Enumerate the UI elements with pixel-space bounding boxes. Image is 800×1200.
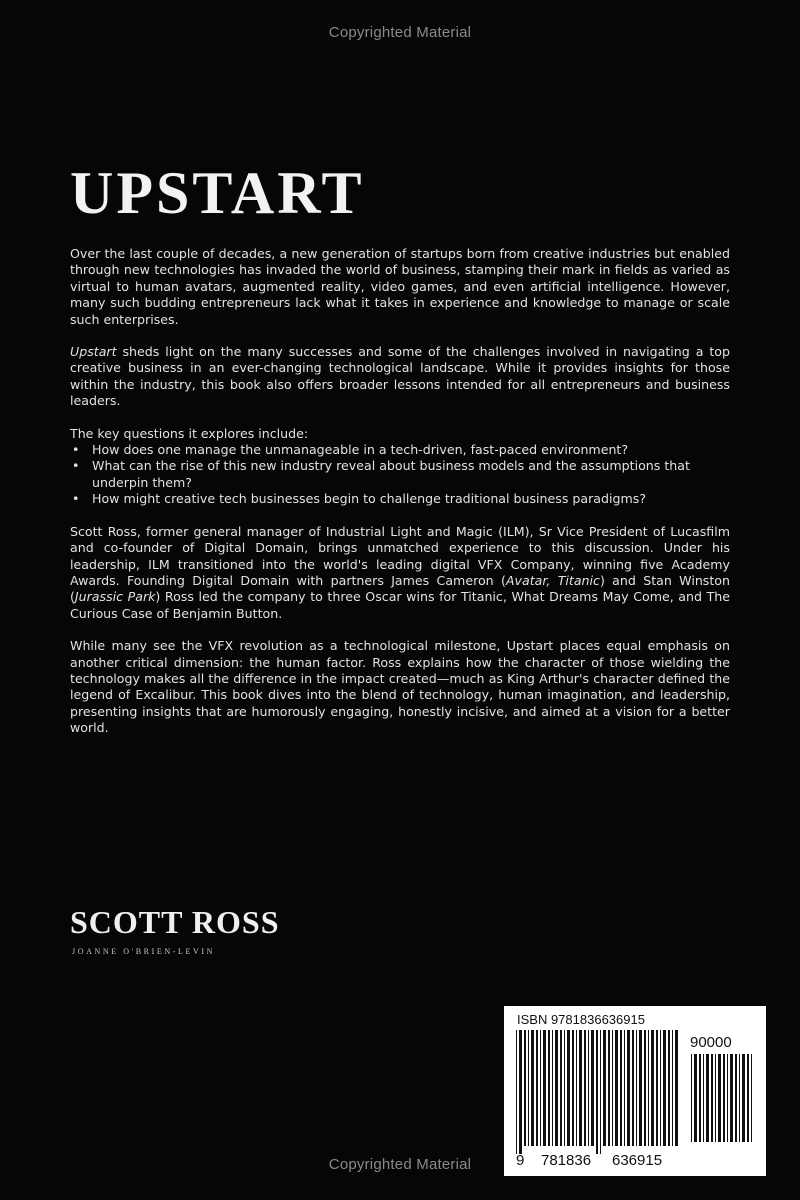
author-name: SCOTT ROSS xyxy=(70,904,280,940)
p4-text-a: Scott Ross, former general manager of Industrial Light and Magic (ILM), Sr Vice President of Lucasfilm and co-founder of Digital Domain, brings unmatched experience to this discussion. Under his leadership, ILM transitioned into the world's leading digital VFX Company, winning five Academy Awards. Founding Digital Domain with partners James Cameron ( xyxy=(70,523,730,588)
questions-intro: The key questions it explores include: xyxy=(70,425,309,441)
barcode-bar xyxy=(615,1030,618,1146)
barcode-bar xyxy=(735,1054,737,1142)
list-item xyxy=(70,458,730,491)
barcode-bar xyxy=(536,1030,538,1146)
barcode-bar xyxy=(730,1054,733,1142)
barcode-bar xyxy=(572,1030,574,1146)
watermark-top: Copyrighted Material xyxy=(328,24,472,41)
barcode-bar xyxy=(699,1054,701,1142)
barcode-bar xyxy=(675,1030,678,1146)
bullet-icon: • xyxy=(72,491,80,507)
bullet-icon: • xyxy=(72,458,80,474)
list-item xyxy=(70,491,730,507)
barcode-bar xyxy=(620,1030,622,1146)
p4-italic-films: Avatar, Titanic xyxy=(505,572,600,588)
barcode-bar xyxy=(596,1030,598,1154)
barcode-bar xyxy=(591,1030,594,1146)
blurb-paragraph-5: While many see the VFX revolution as a technological milestone, Upstart places equal emphasis on another critical dimension: the human factor. Ross explains how the character of those wielding the technology makes all the difference in the impact created—much as King Arthur's character defined the legend of Excalibur. This book dives into the blend of technology, human imagination, and leadership, presenting insights that are humorously engaging, honestly incisive, and aimed at a vision for a better world. xyxy=(70,638,730,736)
book-title: UPSTART xyxy=(70,160,365,226)
barcode-bar xyxy=(711,1054,713,1142)
coauthor-name: JOANNE O'BRIEN-LEVIN xyxy=(72,947,215,956)
barcode-bar xyxy=(588,1030,589,1146)
p4-italic-jurassic: Jurassic Park xyxy=(74,589,156,605)
isbn-barcode-box xyxy=(504,1006,766,1176)
questions-list xyxy=(70,442,730,508)
blurb-paragraph-4 xyxy=(70,524,730,622)
barcode-bar xyxy=(751,1054,752,1142)
barcode-bar xyxy=(603,1030,606,1146)
barcode-bar xyxy=(531,1030,534,1146)
barcode-bar xyxy=(727,1054,728,1142)
barcode-bar xyxy=(576,1030,577,1146)
barcode-bar xyxy=(524,1030,526,1146)
barcode-bar xyxy=(648,1030,649,1146)
barcode-digit-lead: 9 xyxy=(516,1152,525,1169)
barcode-bar xyxy=(600,1030,601,1154)
isbn-label: ISBN 9781836636915 xyxy=(517,1012,645,1027)
barcode-bar xyxy=(555,1030,558,1146)
question-text: How might creative tech businesses begin to challenge traditional business paradigms? xyxy=(92,491,647,507)
barcode-bar xyxy=(703,1054,704,1142)
barcode-bar xyxy=(663,1030,666,1146)
barcode-bar xyxy=(747,1054,749,1142)
addon-barcode xyxy=(690,1054,754,1150)
barcode-bar xyxy=(564,1030,565,1146)
barcode-bar xyxy=(718,1054,721,1142)
barcode-bar xyxy=(519,1030,522,1154)
barcode-bar xyxy=(715,1054,716,1142)
barcode-digits-left: 781836 xyxy=(541,1152,592,1169)
barcode-bar xyxy=(567,1030,570,1146)
barcode-bar xyxy=(672,1030,673,1146)
barcode-bar xyxy=(540,1030,541,1146)
blurb-paragraph-1: Over the last couple of decades, a new generation of startups born from creative industries but enabled through new technologies has invaded the world of business, stamping their mark in fields as varied as virtual to human avatars, augmented reality, video games, and even artificial intelligence. However, many such budding entrepreneurs lack what it takes in experience and knowledge to manage or scale such enterprises. xyxy=(70,246,730,327)
barcode-bar xyxy=(636,1030,637,1146)
barcode-bar xyxy=(723,1054,725,1142)
barcode-bar xyxy=(624,1030,625,1146)
barcode-bar xyxy=(560,1030,562,1146)
barcode-bar xyxy=(694,1054,697,1142)
barcode-bar xyxy=(528,1030,529,1146)
question-text: How does one manage the unmanageable in a tech-driven, fast-paced environment? xyxy=(92,442,629,458)
barcode-bar xyxy=(656,1030,658,1146)
barcode-bar xyxy=(644,1030,646,1146)
barcode-bar xyxy=(691,1054,692,1142)
barcode-bar xyxy=(608,1030,610,1146)
barcode-bar xyxy=(668,1030,670,1146)
barcode-bar xyxy=(706,1054,709,1142)
barcode-bar xyxy=(548,1030,550,1146)
barcode-bar xyxy=(651,1030,654,1146)
price-code: 90000 xyxy=(690,1034,732,1051)
barcode-bar xyxy=(739,1054,740,1142)
barcode-bar xyxy=(612,1030,613,1146)
p4-text-e: ) Ross led the company to three Oscar wins for Titanic, What Dreams May Come, and The Curious Case of Benjamin Button. xyxy=(70,589,730,621)
question-text: What can the rise of this new industry reveal about business models and the assumptions that underpin them? xyxy=(92,458,690,490)
blurb-paragraph-2-text: sheds light on the many successes and some of the challenges involved in navigating a top creative business in an ever-changing technological landscape. While it provides insights for those within the industry, this book also offers broader lessons intended for all entrepreneurs and business leaders. xyxy=(70,344,730,409)
ean-barcode xyxy=(515,1030,681,1154)
watermark-bottom: Copyrighted Material xyxy=(328,1156,472,1173)
book-title-italic: Upstart xyxy=(70,344,117,360)
barcode-bar xyxy=(627,1030,630,1146)
back-cover-blurb xyxy=(70,246,730,737)
blurb-paragraph-2 xyxy=(70,344,730,410)
list-item xyxy=(70,442,730,458)
barcode-bar xyxy=(579,1030,582,1146)
bullet-icon: • xyxy=(72,442,80,458)
p4-text-c: ) and Stan Winston ( xyxy=(70,572,730,605)
barcode-bar xyxy=(660,1030,661,1146)
barcode-bar xyxy=(552,1030,553,1146)
barcode-bar xyxy=(584,1030,586,1146)
barcode-digits-right: 636915 xyxy=(612,1152,663,1169)
barcode-bar xyxy=(516,1030,517,1154)
barcode-bar xyxy=(639,1030,642,1146)
barcode-bar xyxy=(742,1054,745,1142)
barcode-bar xyxy=(543,1030,546,1146)
barcode-bar xyxy=(632,1030,634,1146)
